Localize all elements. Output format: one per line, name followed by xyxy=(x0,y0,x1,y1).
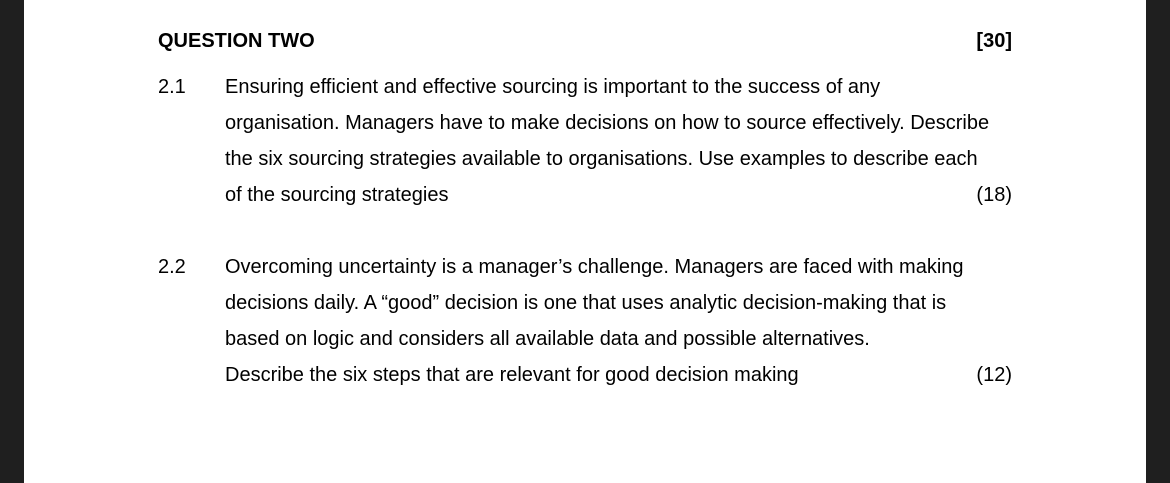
question-marks: (18) xyxy=(976,184,1012,206)
question-text-line-last xyxy=(225,357,1012,393)
question-text-line: of the sourcing strategies xyxy=(225,184,449,206)
question-title: QUESTION TWO xyxy=(158,30,315,52)
question-number: 2.2 xyxy=(158,256,186,278)
question-text-line: organisation. Managers have to make decisions on how to source effectively. Describe xyxy=(225,112,990,134)
question-text-line: Describe the six steps that are relevant for good decision making xyxy=(225,364,799,386)
question-text xyxy=(225,249,1012,393)
document-page xyxy=(24,0,1146,483)
question-text-line: Overcoming uncertainty is a manager’s challenge. Managers are faced with making xyxy=(225,256,964,278)
question-text-line: decisions daily. A “good” decision is one that uses analytic decision-making that is xyxy=(225,292,947,314)
question-number: 2.1 xyxy=(158,76,186,98)
question-text-line: the six sourcing strategies available to organisations. Use examples to describe each xyxy=(225,148,978,170)
question-marks: (12) xyxy=(976,364,1012,386)
question-text-line: Ensuring efficient and effective sourcing is important to the success of any xyxy=(225,76,881,98)
question-text-line-last xyxy=(225,177,1012,213)
question-heading xyxy=(158,28,1012,54)
question-text xyxy=(225,69,1012,213)
question-text-line: based on logic and considers all available data and possible alternatives. xyxy=(225,328,870,350)
total-marks: [30] xyxy=(976,30,1012,52)
